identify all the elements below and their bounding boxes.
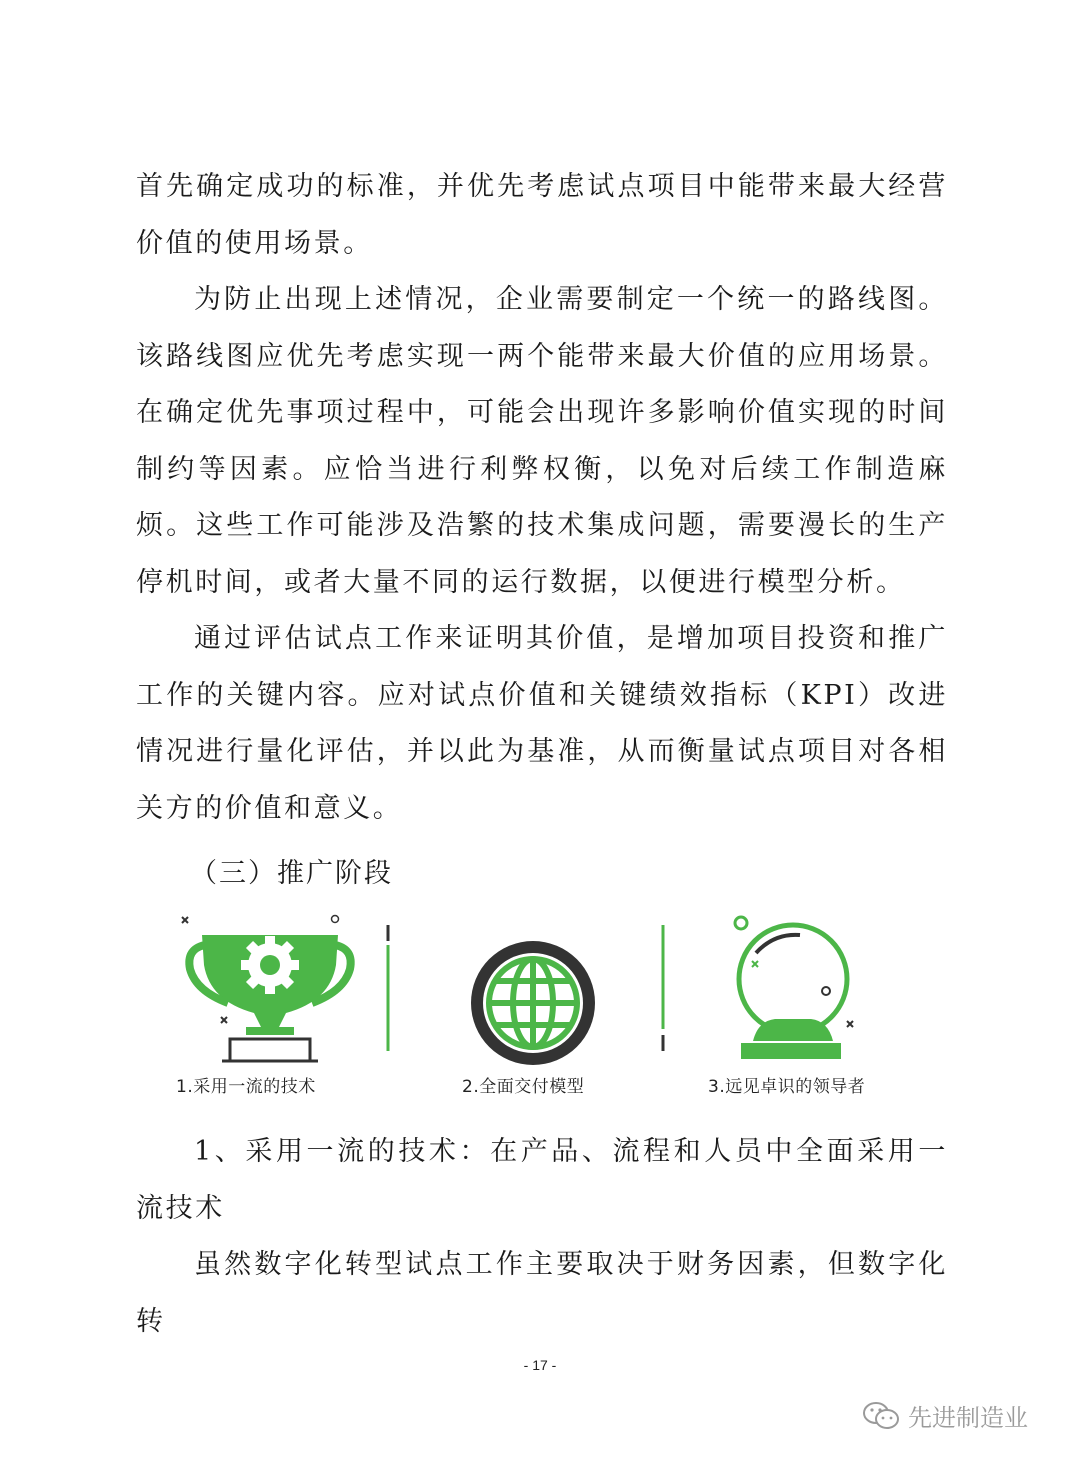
watermark-text: 先进制造业 — [908, 1404, 1028, 1432]
caption-delivery-model: 2.全面交付模型 — [462, 1077, 585, 1097]
subheading-1-text: 1、采用一流的技术：在产品、流程和人员中全面采用一流技术 — [136, 1136, 948, 1224]
paragraph-1 — [136, 159, 948, 272]
paragraph-2 — [136, 272, 948, 611]
subheading-1 — [136, 1124, 948, 1237]
paragraph-3 — [136, 611, 948, 837]
globe-icon — [471, 941, 595, 1065]
section-heading-promotion-stage: （三）推广阶段 — [190, 858, 393, 889]
caption-advanced-technology: 1.采用一流的技术 — [176, 1077, 316, 1097]
crystal-ball-icon — [735, 917, 853, 1059]
paragraph-1-text: 首先确定成功的标准，并优先考虑试点项目中能带来最大经营价值的使用场景。 — [136, 171, 948, 259]
paragraph-4 — [136, 1237, 948, 1350]
trophy-gear-icon — [182, 916, 351, 1062]
wechat-icon — [862, 1401, 900, 1431]
paragraph-4-text: 虽然数字化转型试点工作主要取决于财务因素，但数字化转 — [136, 1249, 948, 1337]
paragraph-3-text: 通过评估试点工作来证明其价值，是增加项目投资和推广工作的关键内容。应对试点价值和关键绩效指标（KPI）改进情况进行量化评估，并以此为基准，从而衡量试点项目对各相关方的价值和意义。 — [136, 623, 948, 824]
page-number: - 17 - — [523, 1357, 557, 1373]
watermark — [862, 1398, 1028, 1433]
paragraph-2-text: 为防止出现上述情况，企业需要制定一个统一的路线图。该路线图应优先考虑实现一两个能带来最大价值的应用场景。在确定优先事项过程中，可能会出现许多影响价值实现的时间制约等因素。应恰当进行利弊权衡，以免对后续工作制造麻烦。这些工作可能涉及浩繁的技术集成问题，需要漫长的生产停机时间，或者大量不同的运行数据，以便进行模型分析。 — [136, 284, 948, 598]
caption-visionary-leader: 3.远见卓识的领导者 — [708, 1077, 866, 1097]
